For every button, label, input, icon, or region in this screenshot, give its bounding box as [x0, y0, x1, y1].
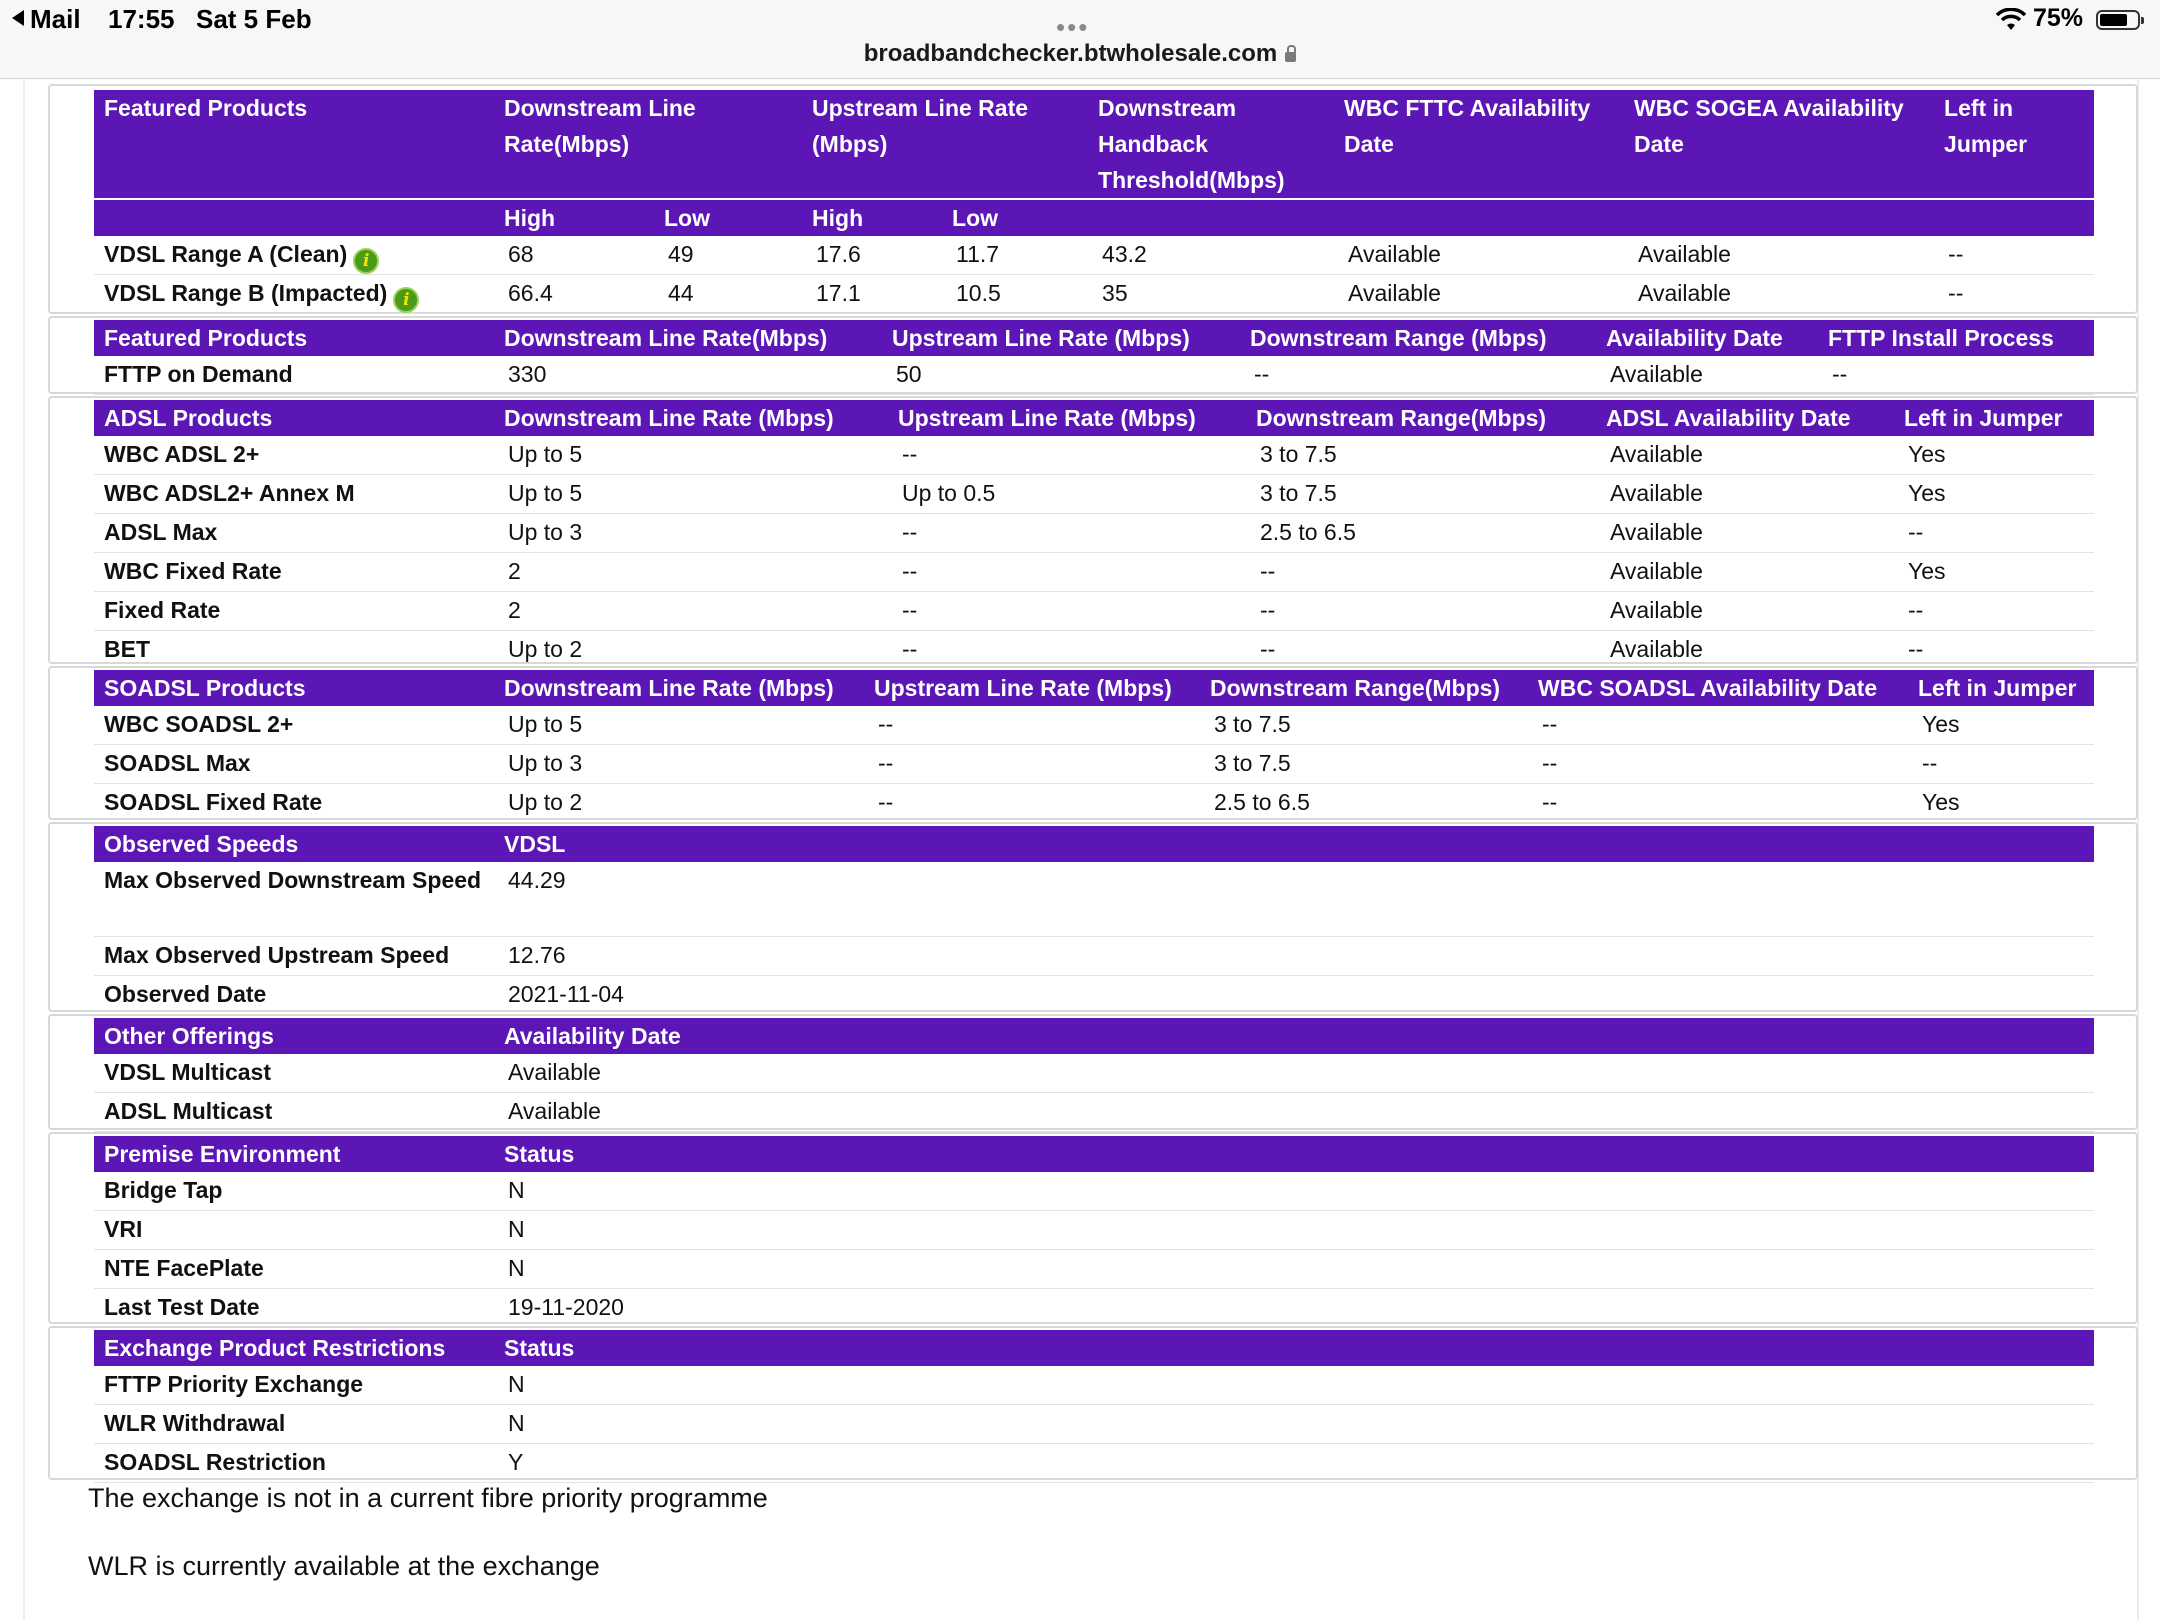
column-header: SOADSL Products [94, 670, 494, 706]
column-header: Status [494, 1330, 2094, 1366]
table-cell: 17.6 [802, 236, 942, 275]
status-bar [0, 0, 2160, 79]
table-row [94, 1405, 2094, 1444]
table-row [94, 514, 2094, 553]
vdsl-subheader-row [94, 199, 2094, 236]
column-header: VDSL [494, 826, 2094, 862]
table-cell: 50 [882, 356, 1240, 395]
row-label: Max Observed Upstream Speed [94, 937, 494, 976]
table-cell: N [494, 1211, 2094, 1250]
table-row [94, 475, 2094, 514]
table-cell: -- [1818, 356, 2094, 395]
soadsl-table [94, 670, 2094, 823]
table-row [94, 976, 2094, 1015]
table-cell: 49 [654, 236, 802, 275]
row-label: VDSL Multicast [94, 1054, 494, 1093]
column-header: WBC FTTC Availability Date [1334, 90, 1624, 199]
table-row [94, 592, 2094, 631]
observed-speeds-table [94, 826, 2094, 1015]
fttp-header-row [94, 320, 2094, 356]
table-cell: -- [1528, 745, 1908, 784]
row-label: FTTP Priority Exchange [94, 1366, 494, 1405]
adsl-table [94, 400, 2094, 670]
table-cell: Available [1596, 475, 1894, 514]
url-text: broadbandchecker.btwholesale.com [863, 40, 1278, 67]
wifi-icon [1996, 8, 2026, 32]
product-name: VDSL Range B (Impacted) [104, 280, 388, 306]
table-cell: Yes [1908, 706, 2094, 745]
table-cell: Available [1596, 436, 1894, 475]
status-time: 17:55 [108, 4, 175, 34]
table-cell: Yes [1908, 784, 2094, 823]
product-name: WBC SOADSL 2+ [94, 706, 494, 745]
table-cell: N [494, 1250, 2094, 1289]
table-cell: -- [1246, 592, 1596, 631]
row-label: NTE FacePlate [94, 1250, 494, 1289]
fttp-table [94, 320, 2094, 395]
column-header: Downstream Line Rate(Mbps) [494, 320, 882, 356]
column-header: Exchange Product Restrictions [94, 1330, 494, 1366]
status-date: Sat 5 Feb [196, 4, 312, 34]
table-cell: -- [864, 745, 1200, 784]
product-name: FTTP on Demand [94, 356, 494, 395]
table-cell: 2.5 to 6.5 [1200, 784, 1528, 823]
table-cell: 68 [494, 236, 654, 275]
table-cell: Y [494, 1444, 2094, 1483]
column-header: WBC SOADSL Availability Date [1528, 670, 1908, 706]
adsl-section [48, 396, 2138, 664]
table-row [94, 436, 2094, 475]
product-name: WBC ADSL2+ Annex M [94, 475, 494, 514]
table-cell: 3 to 7.5 [1200, 745, 1528, 784]
table-cell: Up to 3 [494, 514, 888, 553]
table-cell: 43.2 [1088, 236, 1334, 275]
column-header: Upstream Line Rate (Mbps) [882, 320, 1240, 356]
table-cell: 2 [494, 592, 888, 631]
other-header-row [94, 1018, 2094, 1054]
premise-environment-table [94, 1136, 2094, 1328]
table-cell: -- [1894, 592, 2094, 631]
row-label: SOADSL Restriction [94, 1444, 494, 1483]
table-row [94, 745, 2094, 784]
column-header: Downstream Line Rate(Mbps) [494, 90, 802, 199]
product-name: WBC Fixed Rate [94, 553, 494, 592]
row-label: VRI [94, 1211, 494, 1250]
observed-speeds-section [48, 822, 2138, 1012]
table-cell: -- [1934, 236, 2094, 275]
product-name: Fixed Rate [94, 592, 494, 631]
table-cell: Up to 0.5 [888, 475, 1246, 514]
table-cell: 3 to 7.5 [1200, 706, 1528, 745]
table-cell: -- [888, 553, 1246, 592]
column-header: Premise Environment [94, 1136, 494, 1172]
table-row [94, 1172, 2094, 1211]
fibre-priority-note: The exchange is not in a current fibre priority programme [88, 1483, 768, 1513]
column-header: Left in Jumper [1894, 400, 2094, 436]
table-cell: 17.1 [802, 275, 942, 314]
table-cell: 2021-11-04 [494, 976, 2094, 1015]
table-cell: -- [864, 706, 1200, 745]
table-row [94, 553, 2094, 592]
table-cell: 19-11-2020 [494, 1289, 2094, 1328]
fttp-section [48, 316, 2138, 394]
column-header: Observed Speeds [94, 826, 494, 862]
column-header: Availability Date [1596, 320, 1818, 356]
table-row [94, 862, 2094, 937]
product-name: BET [94, 631, 494, 670]
table-cell: Available [1596, 592, 1894, 631]
table-cell: -- [1240, 356, 1596, 395]
table-cell: 44 [654, 275, 802, 314]
product-name: WBC ADSL 2+ [94, 436, 494, 475]
lock-icon [1285, 52, 1296, 62]
premise-header-row [94, 1136, 2094, 1172]
table-cell: -- [888, 631, 1246, 670]
column-header: Upstream Line Rate (Mbps) [802, 90, 1088, 199]
row-label: Bridge Tap [94, 1172, 494, 1211]
table-cell: Up to 2 [494, 631, 888, 670]
table-cell: Up to 5 [494, 706, 864, 745]
table-cell: Available [494, 1054, 2094, 1093]
table-cell: Available [1596, 514, 1894, 553]
exchange-restrictions-table [94, 1330, 2094, 1483]
table-row [94, 706, 2094, 745]
info-icon[interactable]: i [393, 287, 419, 313]
table-cell: -- [1908, 745, 2094, 784]
table-row [94, 1093, 2094, 1132]
column-subheader: High [802, 199, 942, 236]
column-header: Left in Jumper [1934, 90, 2094, 199]
column-header: Upstream Line Rate (Mbps) [888, 400, 1246, 436]
column-header: Left in Jumper [1908, 670, 2094, 706]
table-cell: Up to 5 [494, 436, 888, 475]
table-cell: -- [888, 436, 1246, 475]
column-header: Availability Date [494, 1018, 2094, 1054]
column-header: Downstream Range(Mbps) [1200, 670, 1528, 706]
column-header: Featured Products [94, 320, 494, 356]
battery-percent: 75% [2033, 4, 2084, 32]
product-name: SOADSL Max [94, 745, 494, 784]
table-cell: 11.7 [942, 236, 1088, 275]
address-bar[interactable] [0, 40, 2160, 68]
table-row [94, 356, 2094, 395]
column-header: Downstream Range (Mbps) [1240, 320, 1596, 356]
table-cell: Yes [1894, 436, 2094, 475]
table-row [94, 275, 2094, 314]
table-cell: Available [1596, 553, 1894, 592]
vdsl-section [48, 84, 2138, 314]
table-cell: N [494, 1405, 2094, 1444]
table-cell: Yes [1894, 553, 2094, 592]
column-header: Downstream Handback Threshold(Mbps) [1088, 90, 1334, 199]
table-row [94, 1211, 2094, 1250]
table-row [94, 236, 2094, 275]
table-cell: 44.29 [494, 862, 2094, 937]
column-subheader [1934, 199, 2094, 236]
back-to-mail-button[interactable] [12, 4, 81, 35]
table-cell: 330 [494, 356, 882, 395]
table-cell: Up to 2 [494, 784, 864, 823]
column-subheader [1334, 199, 1624, 236]
table-cell: Up to 5 [494, 475, 888, 514]
table-cell: 3 to 7.5 [1246, 475, 1596, 514]
column-subheader [94, 199, 494, 236]
product-name: SOADSL Fixed Rate [94, 784, 494, 823]
table-cell: -- [1894, 514, 2094, 553]
table-row [94, 1366, 2094, 1405]
table-cell: 2 [494, 553, 888, 592]
table-cell: Available [1624, 236, 1934, 275]
table-cell: 12.76 [494, 937, 2094, 976]
product-name: ADSL Max [94, 514, 494, 553]
table-row [94, 1289, 2094, 1328]
row-label: WLR Withdrawal [94, 1405, 494, 1444]
column-header: Upstream Line Rate (Mbps) [864, 670, 1200, 706]
table-cell: 10.5 [942, 275, 1088, 314]
row-label: Max Observed Downstream Speed [94, 862, 494, 937]
table-cell: Available [1596, 631, 1894, 670]
page-left-edge [23, 80, 25, 1620]
table-cell: Available [1596, 356, 1818, 395]
table-row [94, 1250, 2094, 1289]
battery-icon [2096, 10, 2140, 30]
column-header: Downstream Range(Mbps) [1246, 400, 1596, 436]
column-subheader [1088, 199, 1334, 236]
column-header: FTTP Install Process [1818, 320, 2094, 356]
table-row [94, 1444, 2094, 1483]
table-cell: 2.5 to 6.5 [1246, 514, 1596, 553]
table-cell: -- [1894, 631, 2094, 670]
column-header: Featured Products [94, 90, 494, 199]
other-offerings-section [48, 1014, 2138, 1130]
column-header: ADSL Availability Date [1596, 400, 1894, 436]
column-header: Other Offerings [94, 1018, 494, 1054]
table-cell: Available [1334, 236, 1624, 275]
column-header: Downstream Line Rate (Mbps) [494, 400, 888, 436]
table-cell: -- [1528, 784, 1908, 823]
table-cell: 35 [1088, 275, 1334, 314]
table-cell: -- [864, 784, 1200, 823]
column-subheader: Low [942, 199, 1088, 236]
table-cell: N [494, 1366, 2094, 1405]
row-label: Last Test Date [94, 1289, 494, 1328]
other-offerings-table [94, 1018, 2094, 1132]
column-header: ADSL Products [94, 400, 494, 436]
table-cell: -- [1246, 631, 1596, 670]
table-cell: Available [1334, 275, 1624, 314]
vdsl-header-row [94, 90, 2094, 199]
column-subheader [1624, 199, 1934, 236]
table-row [94, 631, 2094, 670]
table-cell: N [494, 1172, 2094, 1211]
back-arrow-icon [12, 10, 24, 26]
column-header: WBC SOGEA Availability Date [1624, 90, 1934, 199]
table-cell: -- [1246, 553, 1596, 592]
table-cell: 66.4 [494, 275, 654, 314]
adsl-header-row [94, 400, 2094, 436]
column-subheader: High [494, 199, 654, 236]
column-header: Status [494, 1136, 2094, 1172]
multitasking-dots-icon[interactable]: ••• [1056, 12, 1090, 42]
column-subheader: Low [654, 199, 802, 236]
table-cell: Up to 3 [494, 745, 864, 784]
table-row [94, 937, 2094, 976]
back-label: Mail [30, 4, 81, 34]
table-cell: 3 to 7.5 [1246, 436, 1596, 475]
exchange-restrictions-section [48, 1326, 2138, 1480]
row-label: Observed Date [94, 976, 494, 1015]
table-cell: -- [888, 592, 1246, 631]
table-row [94, 1054, 2094, 1093]
table-cell: Available [494, 1093, 2094, 1132]
table-row [94, 784, 2094, 823]
product-name: VDSL Range A (Clean) [104, 241, 348, 267]
column-header: Downstream Line Rate (Mbps) [494, 670, 864, 706]
soadsl-section [48, 666, 2138, 820]
product-name-cell [94, 236, 494, 275]
observed-header-row [94, 826, 2094, 862]
table-cell: -- [888, 514, 1246, 553]
row-label: ADSL Multicast [94, 1093, 494, 1132]
premise-environment-section [48, 1132, 2138, 1324]
table-cell: Available [1624, 275, 1934, 314]
soadsl-header-row [94, 670, 2094, 706]
table-cell: -- [1934, 275, 2094, 314]
info-icon[interactable]: i [353, 248, 379, 274]
table-cell: Yes [1894, 475, 2094, 514]
product-name-cell [94, 275, 494, 314]
table-cell: -- [1528, 706, 1908, 745]
wlr-availability-note: WLR is currently available at the exchange [88, 1551, 600, 1581]
battery-level [2100, 14, 2127, 26]
vdsl-table [94, 90, 2094, 314]
exchange-header-row [94, 1330, 2094, 1366]
